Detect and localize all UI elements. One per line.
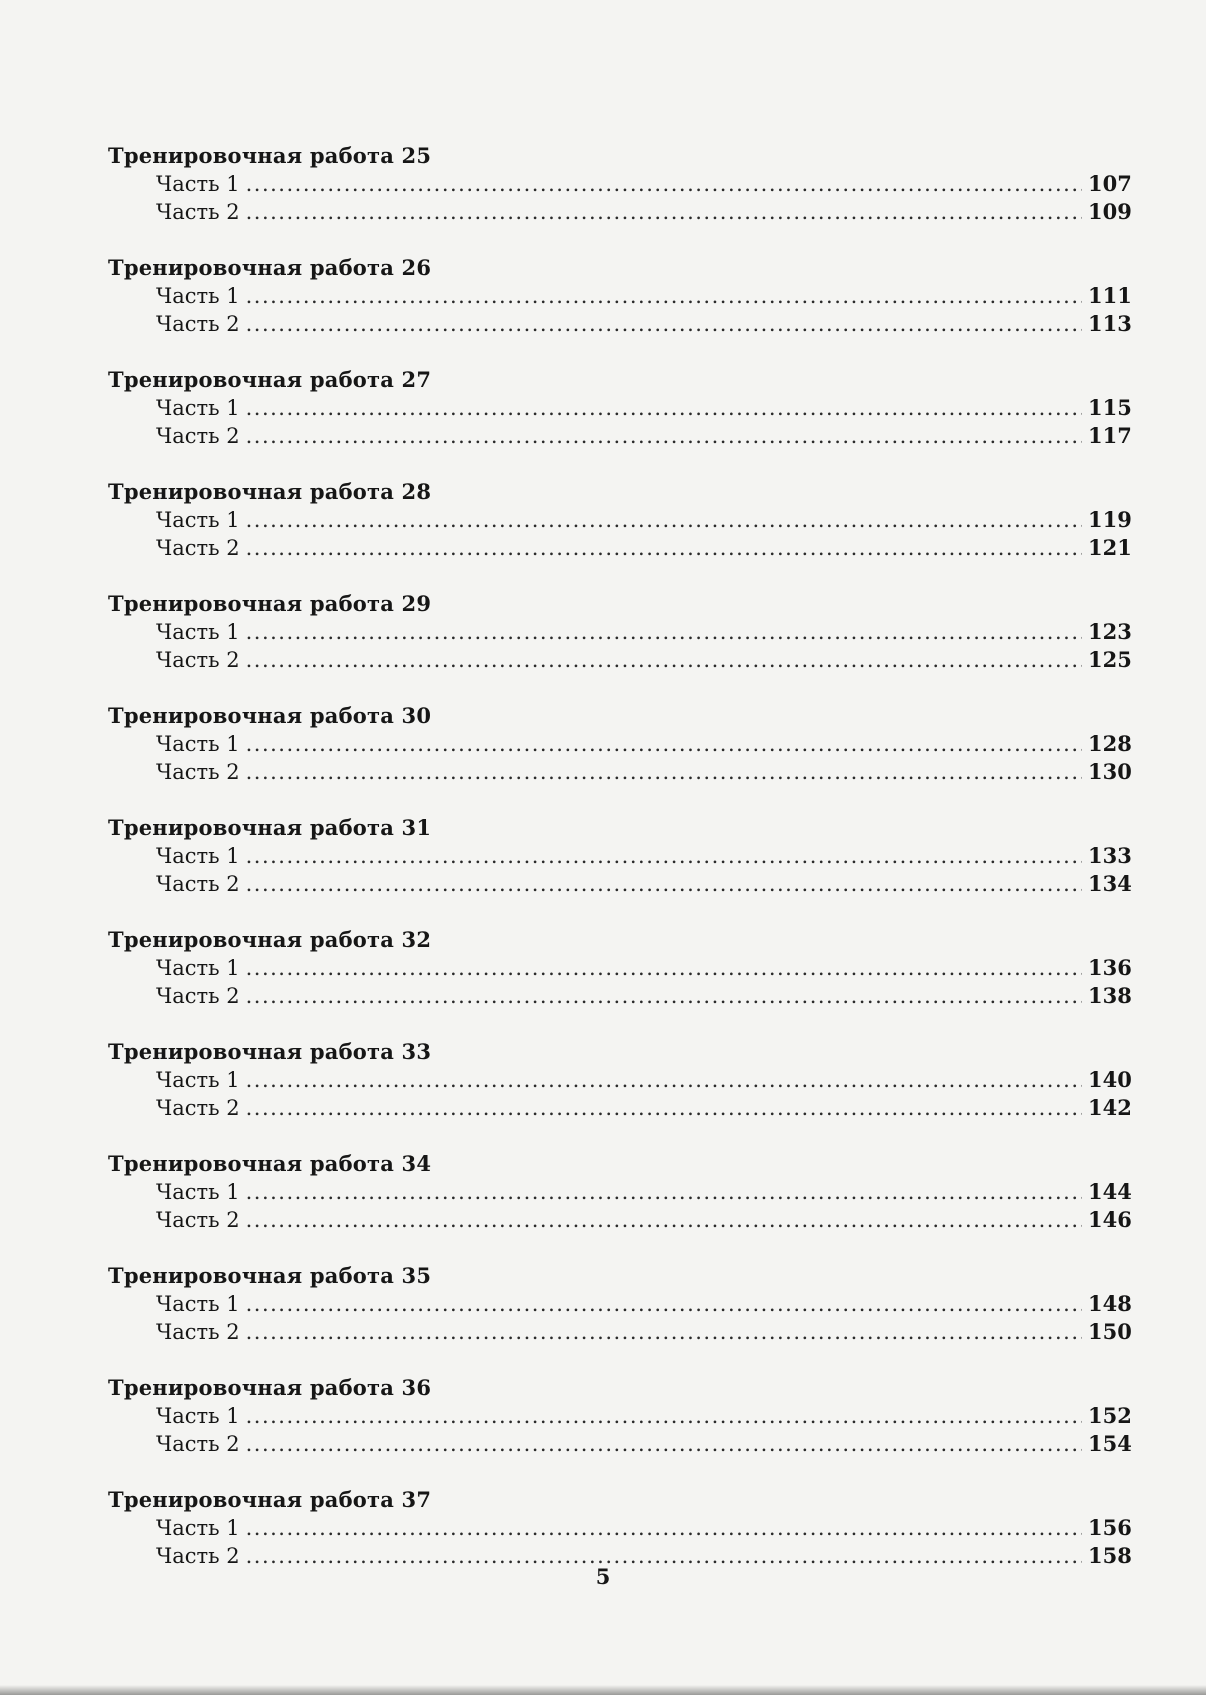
dot-leader [246, 1178, 1082, 1206]
toc-part-row [156, 1178, 1132, 1206]
toc-work-entry [108, 142, 1132, 254]
dot-leader [246, 282, 1082, 310]
toc-work-title: Тренировочная работа 31 [108, 815, 432, 840]
dot-leader [246, 842, 1082, 870]
toc-page-number: 133 [1088, 843, 1132, 868]
dot-leader [246, 1206, 1082, 1234]
dot-leader [246, 394, 1082, 422]
toc-page-number: 119 [1088, 507, 1132, 532]
toc-part-row [156, 198, 1132, 226]
toc-part-row [156, 282, 1132, 310]
toc-page-number: 146 [1088, 1207, 1132, 1232]
toc-part-row [156, 1514, 1132, 1542]
toc-part-row [156, 394, 1132, 422]
toc-page-number: 154 [1088, 1431, 1132, 1456]
toc-part-label: Часть 2 [156, 1208, 240, 1232]
toc-work-entry [108, 814, 1132, 926]
toc-work-title: Тренировочная работа 27 [108, 367, 432, 392]
scan-edge [0, 1685, 1206, 1695]
toc-work-entry [108, 926, 1132, 1038]
toc-part-label: Часть 2 [156, 1432, 240, 1456]
toc-part-label: Часть 2 [156, 648, 240, 672]
toc-work-entry [108, 1038, 1132, 1150]
toc-part-row [156, 1430, 1132, 1458]
toc-page-number: 111 [1088, 283, 1132, 308]
toc-work-title: Тренировочная работа 29 [108, 591, 432, 616]
toc-part-label: Часть 1 [156, 1068, 240, 1092]
dot-leader [246, 1290, 1082, 1318]
toc-part-label: Часть 1 [156, 284, 240, 308]
toc-part-label: Часть 1 [156, 396, 240, 420]
toc-part-row [156, 758, 1132, 786]
dot-leader [246, 730, 1082, 758]
toc-part-row [156, 170, 1132, 198]
dot-leader [246, 1318, 1082, 1346]
toc-part-row [156, 730, 1132, 758]
page-number: 5 [595, 1564, 611, 1589]
toc-part-row [156, 1318, 1132, 1346]
toc-work-title: Тренировочная работа 26 [108, 255, 432, 280]
toc-page-number: 148 [1088, 1291, 1132, 1316]
toc-page-number: 123 [1088, 619, 1132, 644]
toc-part-row [156, 1094, 1132, 1122]
toc-part-label: Часть 1 [156, 1292, 240, 1316]
toc-work-title: Тренировочная работа 30 [108, 703, 432, 728]
toc-part-row [156, 1290, 1132, 1318]
toc-part-label: Часть 2 [156, 1320, 240, 1344]
toc-page-number: 136 [1088, 955, 1132, 980]
dot-leader [246, 982, 1082, 1010]
toc-part-label: Часть 1 [156, 172, 240, 196]
dot-leader [246, 646, 1082, 674]
toc-part-label: Часть 1 [156, 956, 240, 980]
toc-work-title: Тренировочная работа 37 [108, 1487, 432, 1512]
toc-part-row [156, 870, 1132, 898]
toc-page-number: 113 [1088, 311, 1132, 336]
toc-work-title: Тренировочная работа 36 [108, 1375, 432, 1400]
toc-page-number: 152 [1088, 1403, 1132, 1428]
toc-page-number: 158 [1088, 1543, 1132, 1568]
toc-work-entry [108, 590, 1132, 702]
toc-page-number: 140 [1088, 1067, 1132, 1092]
dot-leader [246, 310, 1082, 338]
toc-page-number: 128 [1088, 731, 1132, 756]
toc-part-label: Часть 1 [156, 620, 240, 644]
toc-part-label: Часть 2 [156, 200, 240, 224]
toc-work-title: Тренировочная работа 33 [108, 1039, 432, 1064]
dot-leader [246, 618, 1082, 646]
toc-part-row [156, 1402, 1132, 1430]
dot-leader [246, 954, 1082, 982]
dot-leader [246, 1514, 1082, 1542]
toc-part-row [156, 646, 1132, 674]
toc-work-entry [108, 254, 1132, 366]
dot-leader [246, 1094, 1082, 1122]
toc-work-entry [108, 1150, 1132, 1262]
dot-leader [246, 1430, 1082, 1458]
dot-leader [246, 758, 1082, 786]
dot-leader [246, 870, 1082, 898]
toc-page-number: 121 [1088, 535, 1132, 560]
toc-part-row [156, 954, 1132, 982]
toc-part-label: Часть 2 [156, 424, 240, 448]
toc-work-title: Тренировочная работа 34 [108, 1151, 432, 1176]
dot-leader [246, 422, 1082, 450]
toc-part-label: Часть 2 [156, 872, 240, 896]
toc-work-entry [108, 366, 1132, 478]
toc-work-title: Тренировочная работа 28 [108, 479, 432, 504]
dot-leader [246, 534, 1082, 562]
table-of-contents [108, 142, 1132, 1598]
toc-part-row [156, 618, 1132, 646]
dot-leader [246, 198, 1082, 226]
toc-page-number: 130 [1088, 759, 1132, 784]
toc-part-label: Часть 2 [156, 984, 240, 1008]
toc-page-number: 115 [1088, 395, 1132, 420]
dot-leader [246, 170, 1082, 198]
toc-part-label: Часть 2 [156, 1096, 240, 1120]
toc-part-row [156, 506, 1132, 534]
toc-part-label: Часть 1 [156, 1516, 240, 1540]
toc-work-entry [108, 1262, 1132, 1374]
toc-part-row [156, 842, 1132, 870]
toc-part-label: Часть 1 [156, 1404, 240, 1428]
toc-work-entry [108, 702, 1132, 814]
toc-part-label: Часть 1 [156, 844, 240, 868]
toc-work-entry [108, 1374, 1132, 1486]
dot-leader [246, 1066, 1082, 1094]
toc-part-label: Часть 1 [156, 508, 240, 532]
toc-part-label: Часть 2 [156, 536, 240, 560]
toc-part-row [156, 310, 1132, 338]
toc-page-number: 109 [1088, 199, 1132, 224]
toc-part-label: Часть 2 [156, 312, 240, 336]
toc-part-row [156, 422, 1132, 450]
toc-part-label: Часть 2 [156, 1544, 240, 1568]
toc-page-number: 138 [1088, 983, 1132, 1008]
toc-part-label: Часть 1 [156, 732, 240, 756]
toc-part-row [156, 1206, 1132, 1234]
toc-part-row [156, 534, 1132, 562]
toc-part-row [156, 1066, 1132, 1094]
toc-part-label: Часть 2 [156, 760, 240, 784]
toc-page-number: 125 [1088, 647, 1132, 672]
dot-leader [246, 506, 1082, 534]
toc-page-number: 142 [1088, 1095, 1132, 1120]
toc-work-title: Тренировочная работа 35 [108, 1263, 432, 1288]
toc-page-number: 117 [1088, 423, 1132, 448]
toc-page-number: 150 [1088, 1319, 1132, 1344]
dot-leader [246, 1402, 1082, 1430]
toc-page-number: 134 [1088, 871, 1132, 896]
toc-work-entry [108, 478, 1132, 590]
toc-part-label: Часть 1 [156, 1180, 240, 1204]
toc-work-title: Тренировочная работа 32 [108, 927, 432, 952]
toc-page-number: 107 [1088, 171, 1132, 196]
toc-page-number: 156 [1088, 1515, 1132, 1540]
toc-part-row [156, 982, 1132, 1010]
toc-work-title: Тренировочная работа 25 [108, 143, 432, 168]
toc-page-number: 144 [1088, 1179, 1132, 1204]
